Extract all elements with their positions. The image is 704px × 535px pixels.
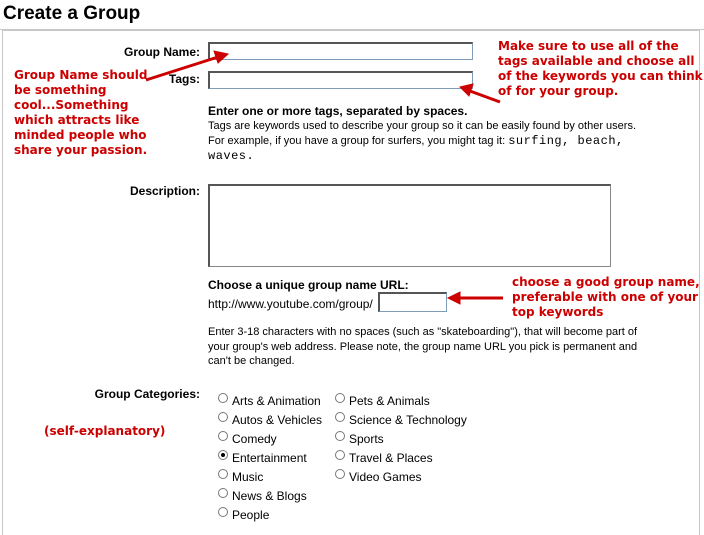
tags-help-heading: Enter one or more tags, separated by spaces. [208,104,468,118]
url-help-line-1: Enter 3-18 characters with no spaces (such as "skateboarding"), that will become part of [208,326,638,338]
annotation-line: top keywords [512,305,604,319]
tags-example-values: surfing, beach, [508,134,624,148]
tags-help-text: Tags are keywords used to describe your group so it can be easily found by other users. [208,120,637,132]
annotation-line: share your passion. [14,143,148,157]
url-heading: Choose a unique group name URL: [208,278,409,292]
category-label: Science & Technology [349,413,467,427]
description-label: Description: [129,184,200,198]
annotation-line: cool...Something [14,98,129,112]
arrow-to-tags [470,91,500,102]
annotation-line: preferable with one of your [512,290,698,304]
categories-label: Group Categories: [94,387,200,401]
category-label: Pets & Animals [349,394,430,408]
annotation-line: Make sure to use all of the [498,39,679,53]
category-label: Travel & Places [349,451,433,465]
category-label: Sports [349,432,384,446]
tags-example-values-cont: waves. [208,149,255,163]
url-prefix: http://www.youtube.com/group/ [208,297,373,311]
category-label: Music [232,470,264,484]
category-label: Comedy [232,432,277,446]
tags-example-intro: For example, if you have a group for surfers, you might tag it: [208,135,506,147]
group-name-label: Group Name: [123,45,200,59]
annotation-line: of for your group. [498,84,619,98]
annotation-line: minded people who [14,128,147,142]
annotation-line: Group Name should [14,68,148,82]
annotation-line: be something [14,83,107,97]
category-label: Video Games [349,470,422,484]
annotation-line: of the keywords you can think [498,69,703,83]
arrow-head-icon [448,292,460,304]
url-help-line-3: can't be changed. [208,355,295,367]
categories-annotation: (self-explanatory) [44,424,166,438]
url-help-line-2: your group's web address. Please note, the group name URL you pick is permanent and [208,341,638,353]
category-label: Entertainment [232,451,307,465]
annotation-line: choose a good group name, [512,275,700,289]
page-title: Create a Group [3,3,141,24]
arrow-head-icon [214,51,228,63]
category-label: People [232,508,270,522]
annotation-line: which attracts like [14,113,140,127]
category-label: Arts & Animation [232,394,321,408]
arrow-to-group-name [146,57,218,80]
category-label: News & Blogs [232,489,307,503]
annotation-line: tags available and choose all [498,54,695,68]
category-label: Autos & Vehicles [232,413,323,427]
tags-label: Tags: [168,72,200,86]
arrow-head-icon [460,84,473,96]
